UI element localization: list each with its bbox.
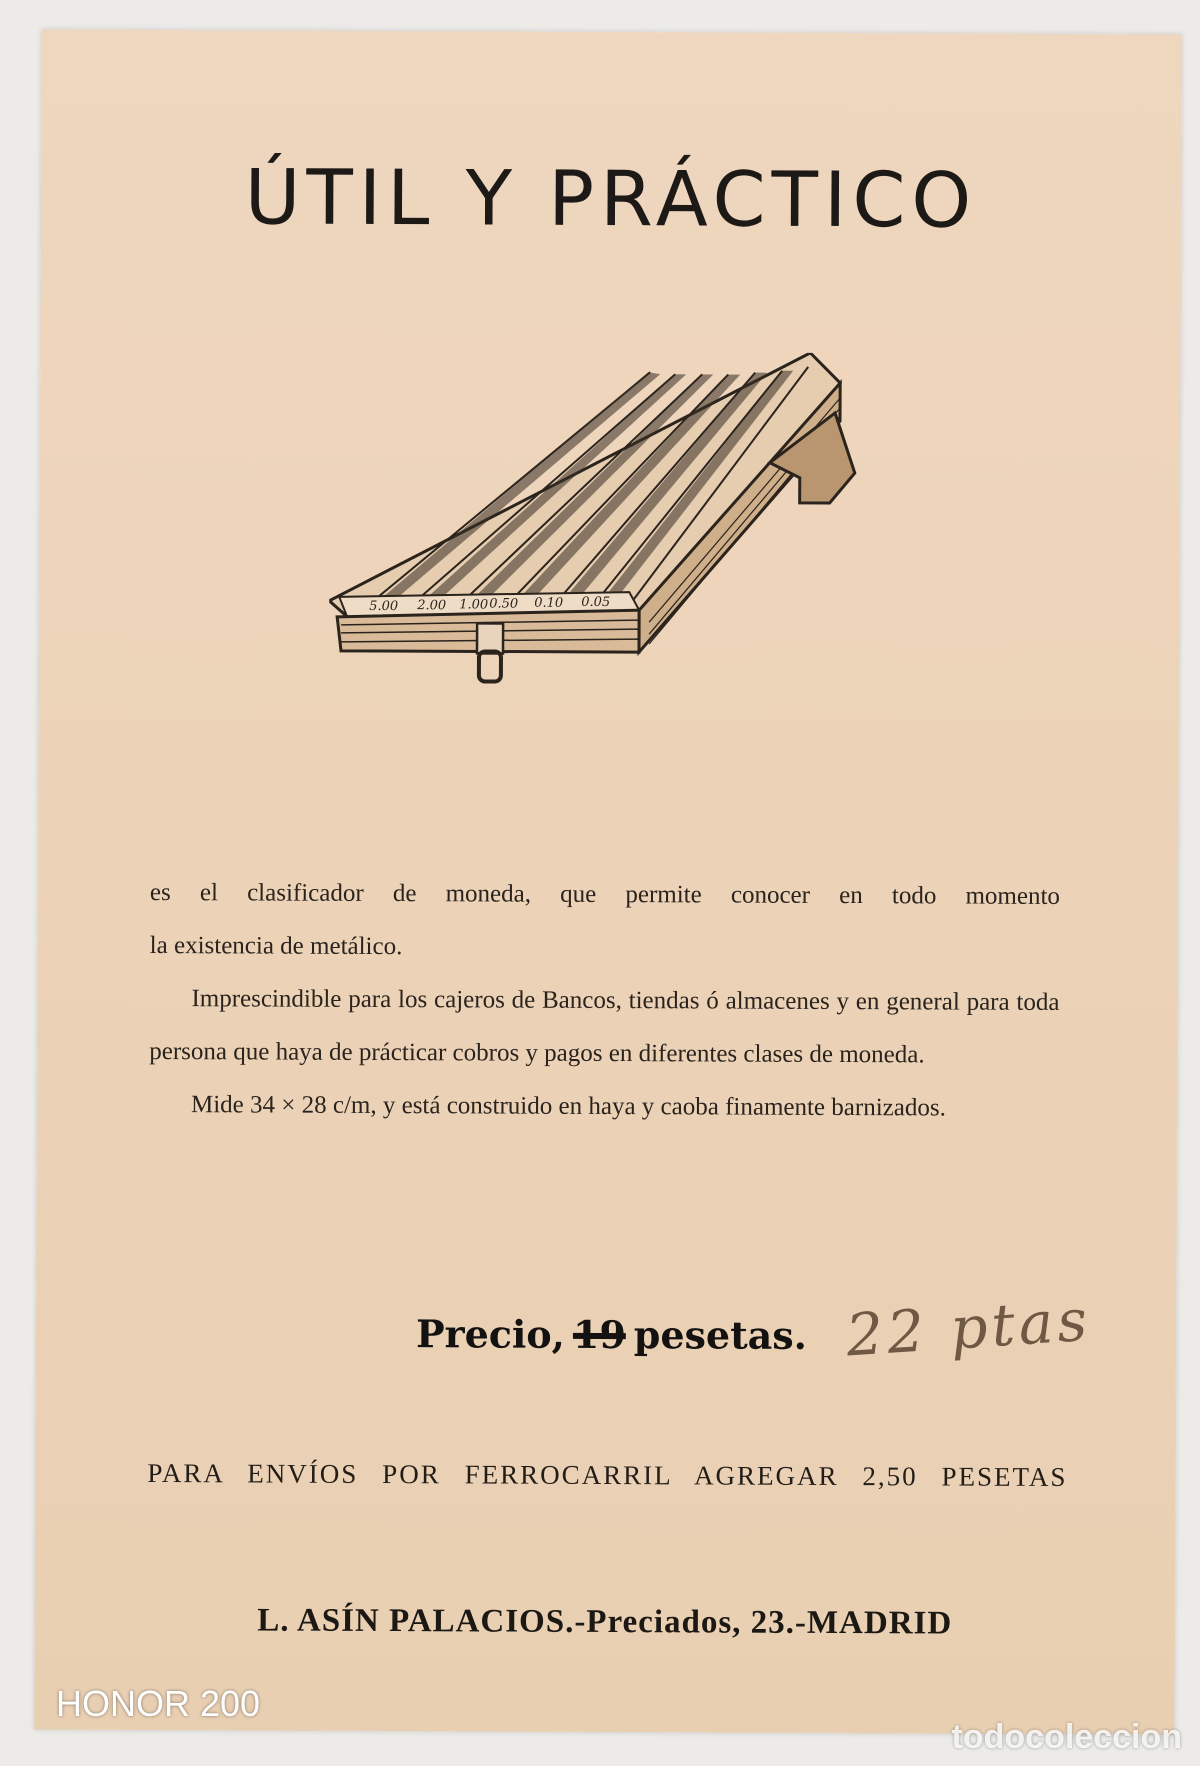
struck-price: 19 — [572, 1311, 626, 1358]
advertisement-sheet — [34, 30, 1181, 1735]
description-line: es el clasificador de moneda, que permite conocer en todo momento — [149, 879, 1060, 910]
description-text — [149, 866, 1060, 1135]
shipping-note: PARA ENVÍOS POR FERROCARRIL AGREGAR 2,50 PESETAS — [147, 1457, 1068, 1493]
price-label: Precio, — [415, 1311, 566, 1357]
coin-label: 1.00 — [459, 597, 489, 613]
price-line — [416, 1311, 807, 1358]
coin-sorter-illustration — [328, 351, 930, 774]
price-unit: pesetas. — [633, 1312, 808, 1358]
seller-address: L. ASÍN PALACIOS.-Preciados, 23.-MADRID — [257, 1602, 953, 1642]
description-paragraph: Imprescindible para los cajeros de Bancos, tiendas ó almacenes y en general para toda persona que haya de prácticar cobros y pagos en diferentes clases de moneda. — [149, 985, 1060, 1069]
description-line: la existencia de metálico. — [149, 932, 403, 961]
watermark: todocoleccion — [951, 1718, 1182, 1756]
coin-label: 2.00 — [417, 598, 447, 614]
coin-label: 0.10 — [534, 595, 564, 611]
description-paragraph: Mide 34 × 28 c/m, y está construido en haya y caoba finamente barnizados. — [190, 1091, 946, 1122]
page-title: ÚTIL Y PRÁCTICO — [244, 152, 978, 245]
handwritten-price: 22 ptas — [844, 1285, 1094, 1370]
camera-label: HONOR 200 — [56, 1683, 261, 1724]
coin-label: 5.00 — [369, 598, 399, 615]
coin-label: 0.05 — [581, 594, 611, 611]
coin-label: 0.50 — [489, 596, 519, 612]
